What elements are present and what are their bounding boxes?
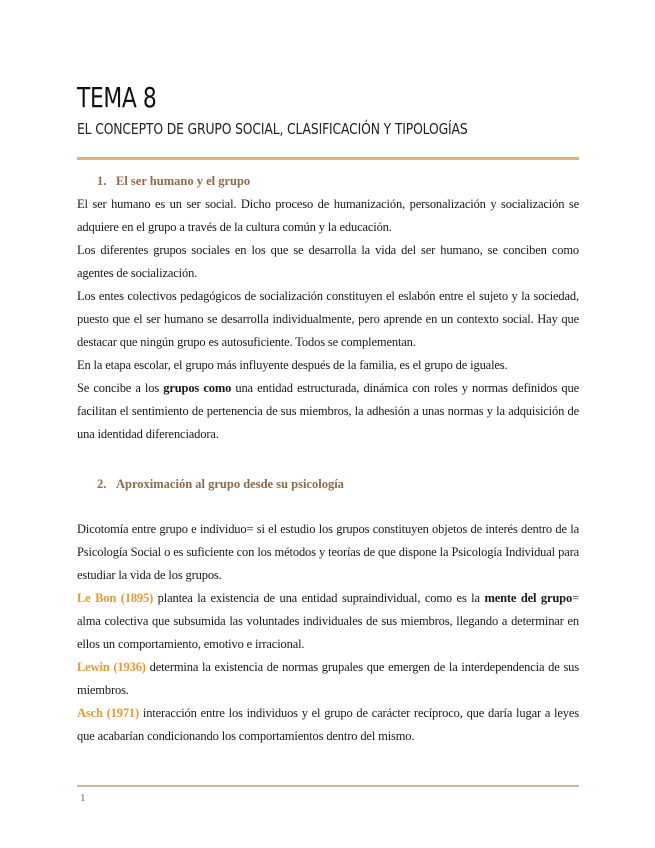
author-citation: Lewin (1936) [77,660,146,674]
text-run: = alma colectiva que subsumida las voluntades individuales de sus miembros, llegando a determinar en ellos un comportamiento, emotivo e irracional. [77,591,579,651]
text-run: interacción entre los individuos y el grupo de carácter recíproco, que daría lugar a leyes que acabarían condicionando los comportamientos dentro del mismo. [77,706,579,743]
page-subtitle: EL CONCEPTO DE GRUPO SOCIAL, CLASIFICACIÓN Y TIPOLOGÍAS [77,120,468,138]
author-citation: Asch (1971) [77,706,140,720]
paragraph [77,656,579,702]
text-run: determina la existencia de normas grupales que emergen de la interdependencia de sus miembros. [77,660,579,697]
footer-divider [77,785,579,787]
paragraph: Los entes colectivos pedagógicos de socialización constituyen el eslabón entre el sujeto y la sociedad, puesto que el ser humano se desarrolla individualmente, pero aprende en un contexto social. Hay que destacar que ningún grupo es autosuficiente. Todos se complementan. [77,289,579,349]
bold-term: mente del grupo [484,591,573,605]
section-title: El ser humano y el grupo [116,174,251,188]
section-heading-1 [97,174,250,189]
paragraph [77,587,579,656]
paragraph: Los diferentes grupos sociales en los que se desarrolla la vida del ser humano, se conciben como agentes de socialización. [77,243,579,280]
section-title: Aproximación al grupo desde su psicología [116,477,344,491]
text-run: una entidad estructurada, dinámica con roles y normas definidos que facilitan el sentimiento de pertenencia de sus miembros, la adhesión a unas normas y la adquisición de una identidad diferenciadora. [77,381,579,441]
bold-term: grupos como [163,381,232,395]
section-number: 2. [97,477,107,491]
section-heading-2 [97,477,344,492]
paragraph: Dicotomía entre grupo e individuo= si el estudio los grupos constituyen objetos de interés dentro de la Psicología Social o es suficiente con los métodos y teorías de que dispone la Psicología Individual para estudiar la vida de los grupos. [77,522,579,582]
text-run: Se concibe a los [77,381,164,395]
page-number: 1 [80,792,86,804]
author-citation: Le Bon (1895) [77,591,154,605]
section-1-body [77,193,579,446]
paragraph [77,377,579,446]
section-number: 1. [97,174,107,188]
section-2-body [77,518,579,748]
paragraph: El ser humano es un ser social. Dicho proceso de humanización, personalización y socialización se adquiere en el grupo a través de la cultura común y la educación. [77,197,579,234]
page-title: TEMA 8 [77,81,157,114]
paragraph: En la etapa escolar, el grupo más influyente después de la familia, es el grupo de iguales. [77,358,508,372]
paragraph [77,702,579,748]
text-run: plantea la existencia de una entidad supraindividual, como es la [153,591,485,605]
header-divider [77,157,579,160]
